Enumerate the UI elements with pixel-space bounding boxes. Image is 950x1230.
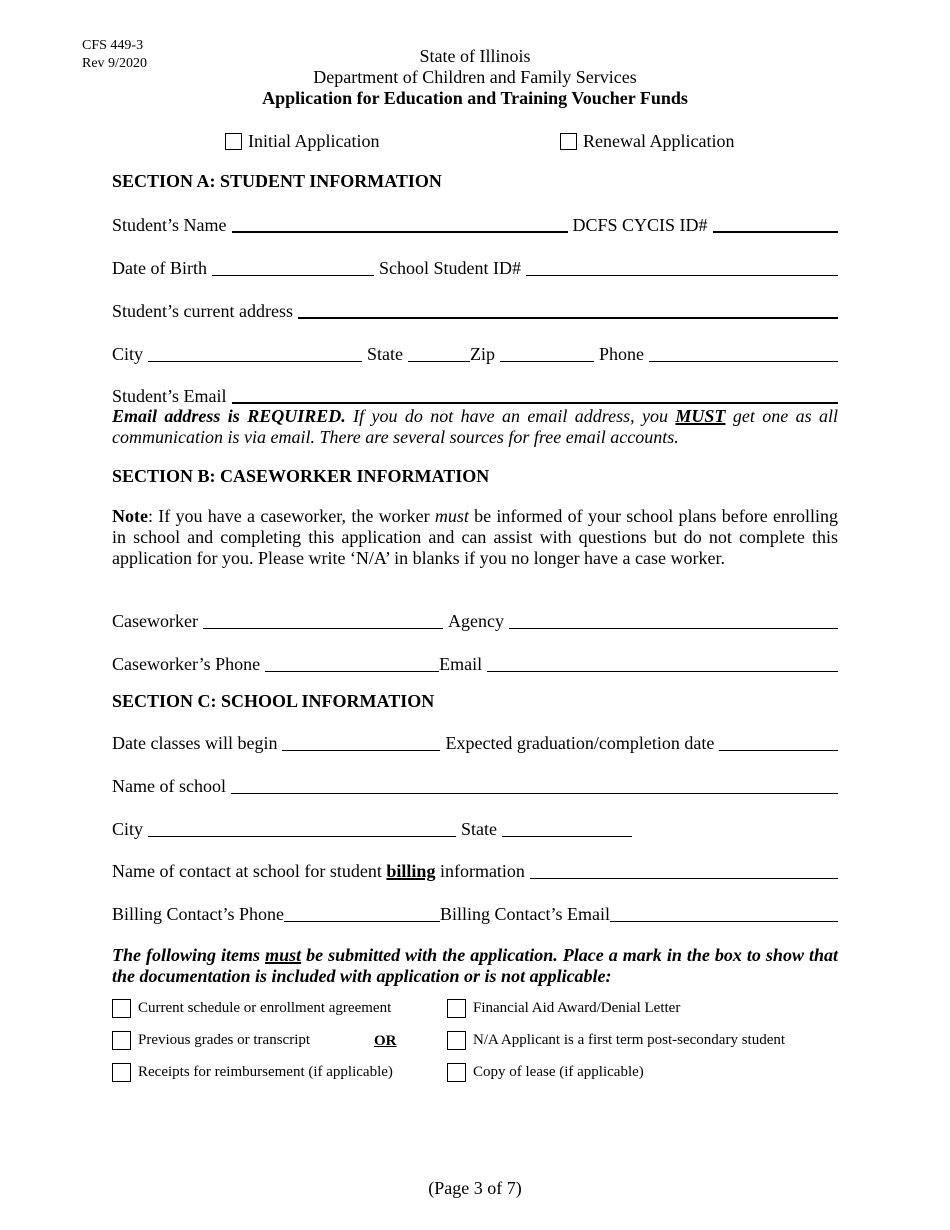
email-note-must: MUST xyxy=(675,406,726,426)
email-required-bold: Email address is REQUIRED. xyxy=(112,406,346,426)
school-state-label: State xyxy=(461,819,498,839)
header-department: Department of Children and Family Services xyxy=(313,67,637,87)
date-classes-begin-field[interactable] xyxy=(282,749,440,751)
form-revision: Rev 9/2020 xyxy=(82,56,147,71)
caseworker-phone-label: Caseworker’s Phone xyxy=(112,654,261,674)
billing-phone-label: Billing Contact’s Phone xyxy=(112,904,285,924)
student-name-field[interactable] xyxy=(232,230,568,233)
zip-label: Zip xyxy=(470,344,496,364)
note-text-1: : If you have a caseworker, the worker xyxy=(147,506,435,526)
billing-contact-text-1: Name of contact at school for student xyxy=(112,861,387,881)
billing-contact-label xyxy=(112,861,525,883)
caseworker-email-label: Email xyxy=(439,654,483,674)
req-first-term-na[interactable] xyxy=(447,1031,785,1050)
requirements-intro-1: The following items xyxy=(112,945,266,965)
caseworker-note xyxy=(112,506,838,569)
dob-field[interactable] xyxy=(212,274,374,276)
school-student-id-field[interactable] xyxy=(526,274,838,276)
req-lease[interactable] xyxy=(447,1063,644,1082)
dcfs-id-label: DCFS CYCIS ID# xyxy=(572,215,708,235)
email-required-note xyxy=(112,406,838,448)
state-label: State xyxy=(367,344,404,364)
header-state: State of Illinois xyxy=(419,46,531,66)
req-financial-aid-label: Financial Aid Award/Denial Letter xyxy=(473,1000,681,1016)
renewal-application-option[interactable] xyxy=(560,131,734,152)
renewal-application-label: Renewal Application xyxy=(583,131,735,151)
billing-contact-row xyxy=(112,857,838,883)
school-city-state-row xyxy=(112,815,632,841)
dob-row xyxy=(112,254,838,280)
school-name-label: Name of school xyxy=(112,776,226,796)
address-row xyxy=(112,297,838,323)
student-email-label: Student’s Email xyxy=(112,386,227,406)
dcfs-id-field[interactable] xyxy=(713,230,838,233)
initial-application-checkbox[interactable] xyxy=(225,133,242,150)
page-number: (Page 3 of 7) xyxy=(428,1178,522,1198)
initial-application-option[interactable] xyxy=(225,131,379,152)
billing-email-field[interactable] xyxy=(610,920,838,922)
billing-email-label: Billing Contact’s Email xyxy=(440,904,611,924)
billing-contact-field[interactable] xyxy=(530,877,838,879)
section-a-heading: SECTION A: STUDENT INFORMATION xyxy=(112,171,442,191)
state-field[interactable] xyxy=(408,360,470,362)
zip-field[interactable] xyxy=(500,360,594,362)
req-receipts-checkbox[interactable] xyxy=(112,1063,131,1082)
student-name-row xyxy=(112,211,838,237)
note-text-2: be informed of your school plans before enrolling in school and completing this application and can assist with questions but do not complete this application for you. Please write ‘N/A’ in blanks if you no longer have a case worker. xyxy=(112,506,838,568)
req-current-schedule-checkbox[interactable] xyxy=(112,999,131,1018)
req-first-term-na-label: N/A Applicant is a first term post-secondary student xyxy=(473,1032,786,1048)
billing-phone-field[interactable] xyxy=(284,920,440,922)
req-lease-checkbox[interactable] xyxy=(447,1063,466,1082)
address-field[interactable] xyxy=(298,316,838,319)
city-field[interactable] xyxy=(148,360,362,362)
email-note-text-2: get one as all communication is via email. There are several sources for free email accounts. xyxy=(112,406,838,447)
requirements-intro-2: be submitted with the application. Place a mark in the box to show that the documentation is included with application or is not applicable: xyxy=(112,945,838,986)
document-title: Application for Education and Training Voucher Funds xyxy=(262,88,688,108)
caseworker-label: Caseworker xyxy=(112,611,198,631)
student-email-field[interactable] xyxy=(232,401,839,404)
billing-word: billing xyxy=(386,861,436,881)
section-b-heading: SECTION B: CASEWORKER INFORMATION xyxy=(112,466,490,486)
req-previous-grades-label: Previous grades or transcript xyxy=(138,1032,311,1048)
initial-application-label: Initial Application xyxy=(248,131,380,151)
req-first-term-na-checkbox[interactable] xyxy=(447,1031,466,1050)
student-name-label: Student’s Name xyxy=(112,215,227,235)
caseworker-field[interactable] xyxy=(203,627,443,629)
caseworker-phone-row xyxy=(112,650,838,676)
form-code: CFS 449-3 xyxy=(82,38,144,53)
expected-graduation-field[interactable] xyxy=(719,749,838,751)
section-c-heading: SECTION C: SCHOOL INFORMATION xyxy=(112,691,435,711)
note-label: Note xyxy=(112,506,148,526)
address-label: Student’s current address xyxy=(112,301,293,321)
req-financial-aid[interactable] xyxy=(447,999,680,1018)
student-email-row xyxy=(112,382,838,408)
renewal-application-checkbox[interactable] xyxy=(560,133,577,150)
req-lease-label: Copy of lease (if applicable) xyxy=(473,1064,644,1080)
school-city-field[interactable] xyxy=(148,835,456,837)
document-header xyxy=(0,46,950,109)
req-previous-grades-checkbox[interactable] xyxy=(112,1031,131,1050)
class-dates-row xyxy=(112,729,838,755)
caseworker-phone-field[interactable] xyxy=(265,670,439,672)
requirements-must: must xyxy=(265,945,302,965)
phone-field[interactable] xyxy=(649,360,838,362)
req-previous-grades[interactable] xyxy=(112,1031,310,1050)
phone-label: Phone xyxy=(599,344,645,364)
expected-graduation-label: Expected graduation/completion date xyxy=(445,733,715,753)
req-receipts-label: Receipts for reimbursement (if applicable) xyxy=(138,1064,393,1080)
agency-field[interactable] xyxy=(509,627,838,629)
billing-phone-email-row xyxy=(112,900,838,926)
school-city-label: City xyxy=(112,819,144,839)
requirements-intro xyxy=(112,945,838,987)
date-classes-begin-label: Date classes will begin xyxy=(112,733,278,753)
dob-label: Date of Birth xyxy=(112,258,207,278)
email-note-text-1: If you do not have an email address, you xyxy=(345,406,676,426)
req-financial-aid-checkbox[interactable] xyxy=(447,999,466,1018)
note-must: must xyxy=(434,506,469,526)
school-name-row xyxy=(112,772,838,798)
or-label: OR xyxy=(374,1033,397,1049)
school-state-field[interactable] xyxy=(502,835,632,837)
req-current-schedule[interactable] xyxy=(112,999,391,1018)
city-label: City xyxy=(112,344,144,364)
billing-contact-text-2: information xyxy=(435,861,525,881)
school-student-id-label: School Student ID# xyxy=(378,258,521,278)
req-current-schedule-label: Current schedule or enrollment agreement xyxy=(138,1000,392,1016)
school-name-field[interactable] xyxy=(231,792,838,794)
caseworker-email-field[interactable] xyxy=(487,670,838,672)
agency-label: Agency xyxy=(447,611,504,631)
caseworker-row xyxy=(112,607,838,633)
req-receipts[interactable] xyxy=(112,1063,393,1082)
city-state-zip-row xyxy=(112,340,838,366)
